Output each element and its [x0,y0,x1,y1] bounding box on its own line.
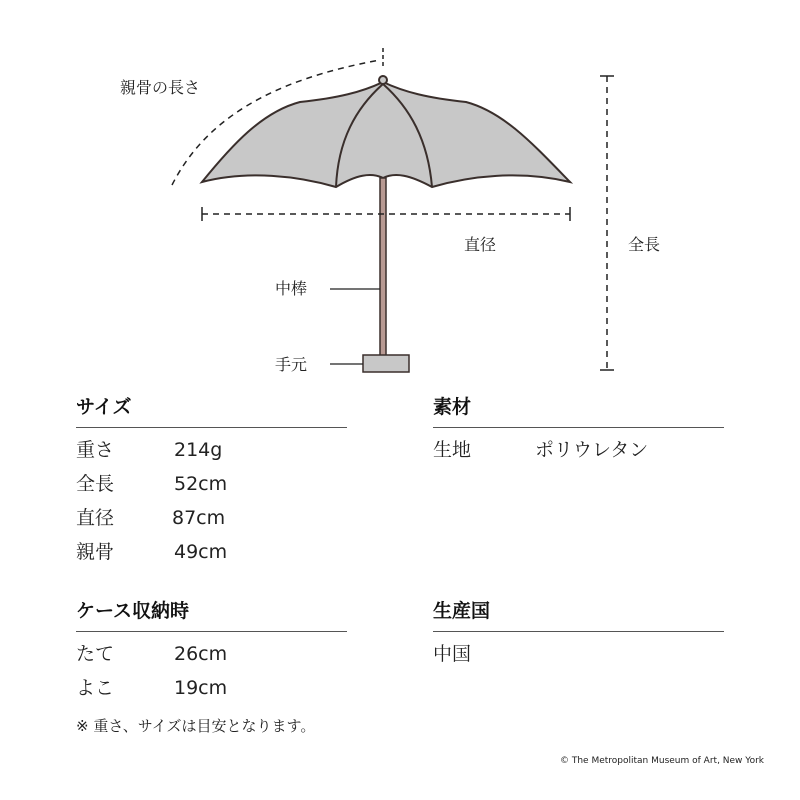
spec-key: 直径 [76,507,115,529]
spec-value: ポリウレタン [535,439,649,461]
spec-row-country [433,642,724,676]
spec-row-total-length [76,472,347,506]
umbrella-tip [379,76,387,84]
spec-value: 214g [174,439,223,461]
spec-value: 26cm [174,643,228,665]
spec-value: 52cm [174,473,228,495]
umbrella-illustration [0,0,800,390]
origin-section-divider [433,631,724,632]
origin-section-title: 生産国 [433,600,491,622]
spec-row-width [76,676,347,710]
spec-value: 19cm [174,677,228,699]
case-section [76,597,347,710]
spec-key: 全長 [76,473,115,495]
spec-key: 親骨 [76,541,115,563]
origin-section [433,597,724,676]
spec-key: 重さ [76,439,115,461]
case-section-title: ケース収納時 [76,600,190,622]
total-length-label: 全長 [628,235,661,254]
spec-key: 生地 [433,439,472,461]
spec-row-fabric [433,438,724,472]
spec-key: よこ [76,677,115,699]
shaft-label: 中棒 [275,279,308,298]
size-section-title: サイズ [76,396,132,418]
material-section [433,393,724,472]
material-section-title: 素材 [433,396,472,418]
size-disclaimer-note: ※ 重さ、サイズは目安となります。 [76,717,316,735]
spec-row-weight [76,438,347,472]
umbrella-canopy [202,82,570,187]
umbrella-handle [363,355,409,372]
spec-value: 87cm [172,507,226,529]
size-section [76,393,347,574]
copyright-credit: © The Metropolitan Museum of Art, New York [559,756,764,766]
spec-key: たて [76,643,115,665]
diameter-label: 直径 [464,235,497,254]
material-section-divider [433,427,724,428]
spec-row-rib [76,540,347,574]
spec-value: 49cm [174,541,228,563]
origin-value: 中国 [433,643,472,665]
spec-row-height [76,642,347,676]
spec-row-diameter [76,506,347,540]
umbrella-shaft [380,178,386,356]
handle-label: 手元 [275,355,308,374]
size-section-divider [76,427,347,428]
case-section-divider [76,631,347,632]
umbrella-diagram [0,0,800,390]
rib-length-label: 親骨の長さ [120,78,201,97]
